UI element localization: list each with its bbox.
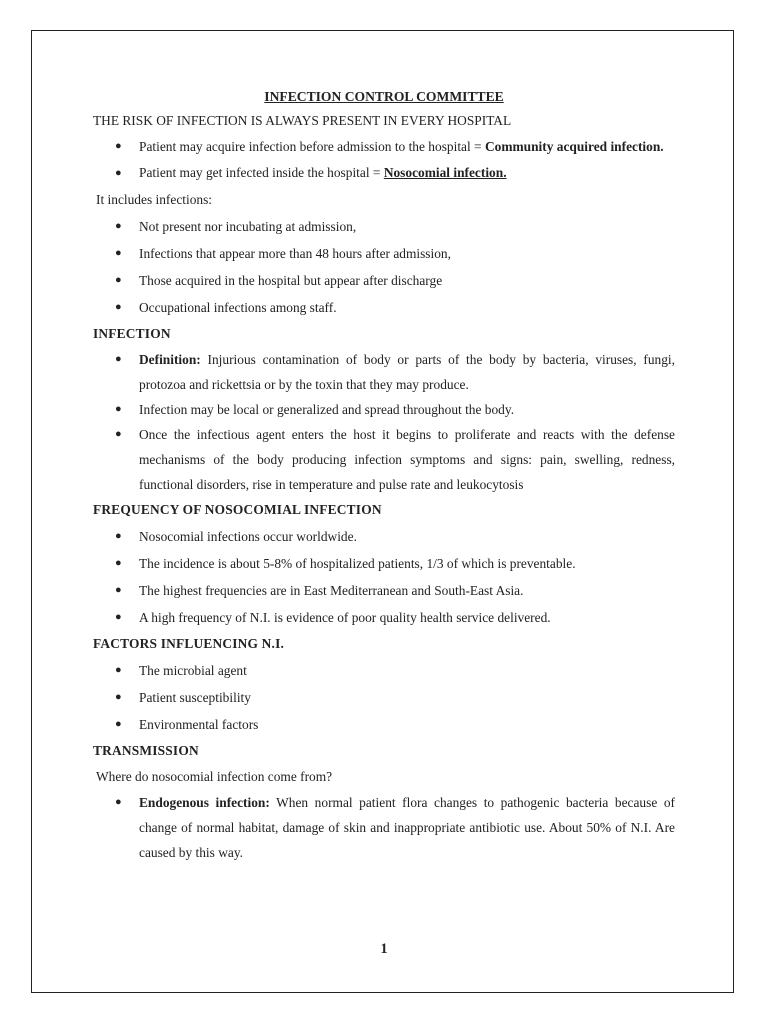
bullet-icon: ● (115, 301, 122, 313)
section-heading-transmission: TRANSMISSION (93, 743, 199, 758)
transmission-intro: Where do nosocomial infection come from? (96, 769, 333, 784)
includes-list (93, 213, 675, 321)
list-item-text: Not present nor incubating at admission, (139, 219, 357, 234)
list-item (93, 240, 675, 267)
section-heading-factors: FACTORS INFLUENCING N.I. (93, 636, 285, 651)
risk-line: THE RISK OF INFECTION IS ALWAYS PRESENT IN EVERY HOSPITAL (93, 113, 512, 128)
bullet-icon: ● (115, 611, 122, 623)
bullet-icon: ● (115, 796, 122, 808)
bullet-icon: ● (115, 530, 122, 542)
list-item-text: Occupational infections among staff. (139, 300, 337, 315)
list-item (93, 422, 675, 497)
list-item (93, 134, 675, 159)
list-item-text: Injurious contamination of body or parts of the body by bacteria, viruses, fungi, protozoa and rickettsia or by the toxin that they may produce. (139, 352, 675, 392)
list-item (93, 397, 675, 422)
community-acquired-term: Community acquired infection. (484, 139, 664, 154)
document-title: INFECTION CONTROL COMMITTEE (264, 89, 504, 104)
bullet-icon: ● (115, 274, 122, 286)
list-item-text: The microbial agent (139, 663, 247, 678)
bullet-icon: ● (115, 584, 122, 596)
list-item (93, 523, 675, 550)
list-item-text: Patient may acquire infection before admission to the hospital = (139, 139, 485, 154)
includes-intro: It includes infections: (96, 192, 213, 207)
endogenous-label: Endogenous infection: (139, 795, 270, 810)
list-item-text: The highest frequencies are in East Mediterranean and South-East Asia. (139, 583, 524, 598)
list-item-text: When normal patient flora changes to pathogenic bacteria because of change of normal habitat, damage of skin and inappropriate antibiotic use. About 50% of N.I. Are caused by this way. (139, 795, 676, 860)
list-item-text: Once the infectious agent enters the host it begins to proliferate and reacts with the defense mechanisms of the body producing infection symptoms and signs: pain, swelling, redness, functional disorders, rise in temperature and pulse rate and leukocytosis (139, 427, 675, 492)
bullet-icon: ● (115, 718, 122, 730)
bullet-icon: ● (115, 428, 122, 440)
list-item (93, 267, 675, 294)
document-body (93, 86, 675, 865)
bullet-icon: ● (115, 167, 122, 179)
list-item (93, 550, 675, 577)
bullet-icon: ● (115, 247, 122, 259)
page-number: 1 (380, 941, 388, 957)
list-item-text: Nosocomial infections occur worldwide. (139, 529, 357, 544)
list-item (93, 684, 675, 711)
bullet-icon: ● (115, 664, 122, 676)
list-item-text: Patient susceptibility (139, 690, 251, 705)
list-item-text: Those acquired in the hospital but appear after discharge (139, 273, 443, 288)
list-item (93, 657, 675, 684)
bullet-icon: ● (115, 220, 122, 232)
list-item-text: Infections that appear more than 48 hours after admission, (139, 246, 451, 261)
list-item (93, 790, 675, 865)
nosocomial-term: Nosocomial infection. (383, 165, 507, 180)
bullet-icon: ● (115, 353, 122, 365)
bullet-icon: ● (115, 403, 122, 415)
list-item (93, 213, 675, 240)
bullet-icon: ● (115, 140, 122, 152)
list-item-text: Infection may be local or generalized and spread throughout the body. (139, 402, 515, 417)
frequency-list (93, 523, 675, 631)
definition-label: Definition: (139, 352, 201, 367)
factors-list (93, 657, 675, 738)
list-item (93, 294, 675, 321)
list-item-text: A high frequency of N.I. is evidence of poor quality health service delivered. (139, 610, 551, 625)
list-item (93, 711, 675, 738)
list-item-text: Patient may get infected inside the hospital = (139, 165, 384, 180)
risk-list (93, 134, 675, 187)
bullet-icon: ● (115, 691, 122, 703)
transmission-list (93, 790, 675, 865)
list-item (93, 347, 675, 397)
list-item-text: The incidence is about 5-8% of hospitalized patients, 1/3 of which is preventable. (139, 556, 576, 571)
list-item (93, 159, 675, 187)
infection-list (93, 347, 675, 497)
list-item-text: Environmental factors (139, 717, 259, 732)
section-heading-frequency: FREQUENCY OF NOSOCOMIAL INFECTION (93, 502, 382, 517)
bullet-icon: ● (115, 557, 122, 569)
list-item (93, 604, 675, 631)
section-heading-infection: INFECTION (93, 326, 171, 341)
list-item (93, 577, 675, 604)
